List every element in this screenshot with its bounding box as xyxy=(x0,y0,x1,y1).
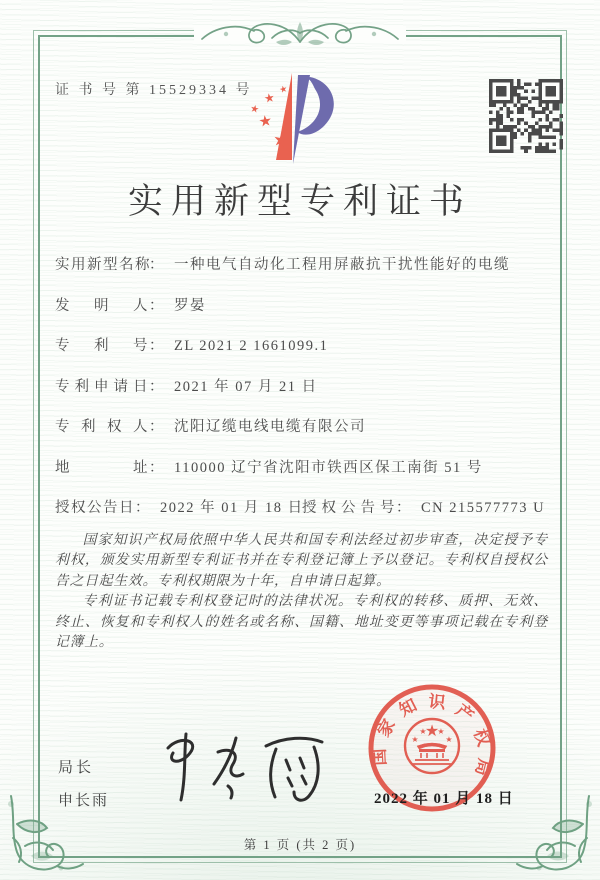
field-value: 110000 辽宁省沈阳市铁西区保工南街 51 号 xyxy=(174,459,483,476)
svg-text:★: ★ xyxy=(248,103,261,116)
legal-paragraph-2: 专利证书记载专利权登记时的法律状况。专利权的转移、质押、无效、终止、恢复和专利权人的姓名或名称、国籍、地址变更等事项记载在专利登记簿上。 xyxy=(55,593,548,650)
top-flourish-ornament xyxy=(188,12,412,58)
field-label: 专利申请日 xyxy=(55,378,149,395)
field-value: CN 215577773 U xyxy=(421,500,546,516)
field-value: 2022 年 01 月 18 日 xyxy=(160,500,304,516)
certificate-title: 实用新型专利证书 xyxy=(127,182,472,221)
certificate-fields xyxy=(55,253,560,537)
signer-title: 局长 xyxy=(58,760,95,776)
svg-text:★: ★ xyxy=(419,727,427,736)
field-value: 沈阳辽缆电线电缆有限公司 xyxy=(174,419,366,435)
field-value: ZL 2021 2 1661099.1 xyxy=(174,338,329,354)
signer-name: 申长雨 xyxy=(58,793,110,809)
svg-text:★: ★ xyxy=(411,735,419,744)
field-label: 发明人 xyxy=(55,297,149,314)
field-patent-number: 专利号 ： ZL 2021 2 1661099.1 xyxy=(55,334,560,359)
svg-text:★: ★ xyxy=(257,111,274,131)
field-value: 罗晏 xyxy=(174,297,206,314)
cnipa-logo-icon xyxy=(226,68,338,172)
field-label: 授权公告号 xyxy=(302,500,396,516)
field-value: 一种电气自动化工程用屏蔽抗干扰性能好的电缆 xyxy=(174,257,510,273)
page-number: 第 1 页 (共 2 页) xyxy=(243,838,357,852)
legal-paragraph-1: 国家知识产权局依照中华人民共和国专利法经过初步审查，决定授予专利权，颁发实用新型专利证书并在专利登记簿上予以登记。专利权自授权公告之日起生效。专利权期限为十年，自申请日起算。 xyxy=(55,532,548,588)
field-inventor: 发明人 ： 罗晏 xyxy=(55,294,560,319)
grant-date: 授权公告日 ： 2022 年 01 月 18 日 xyxy=(55,496,302,517)
signer-block xyxy=(58,756,109,810)
field-value: 2021 年 07 月 21 日 xyxy=(174,378,318,395)
svg-text:★: ★ xyxy=(445,735,453,744)
field-grant-row xyxy=(55,496,560,521)
field-label: 实用新型名称 xyxy=(55,257,151,273)
svg-text:★: ★ xyxy=(271,128,291,153)
signature-handwriting xyxy=(148,722,348,818)
field-label: 授权公告日 xyxy=(55,500,135,516)
svg-text:★: ★ xyxy=(262,90,276,106)
field-utility-model-name: 实用新型名称 ： 一种电气自动化工程用屏蔽抗干扰性能好的电缆 xyxy=(55,253,560,278)
grant-number: 授权公告号 ： CN 215577773 U xyxy=(302,496,545,517)
field-label: 地址 xyxy=(55,459,149,476)
svg-text:★: ★ xyxy=(278,84,289,96)
seal-date: 2022 年 01 月 18 日 xyxy=(374,791,514,807)
svg-text:★: ★ xyxy=(437,727,445,736)
seal-ring-text: 国家知识产权局 xyxy=(369,691,495,778)
qr-code xyxy=(489,79,563,153)
field-label: 专利号 xyxy=(55,338,149,354)
field-filing-date: 专利申请日 ： 2021 年 07 月 21 日 xyxy=(55,375,560,400)
legal-text xyxy=(55,530,548,652)
field-address: 地址 ： 110000 辽宁省沈阳市铁西区保工南街 51 号 xyxy=(55,456,560,481)
certificate-number: 证 书 号 第 15529334 号 xyxy=(55,83,253,98)
svg-text:★: ★ xyxy=(424,721,440,740)
field-patentee: 专利权人 ： 沈阳辽缆电线电缆有限公司 xyxy=(55,415,560,440)
field-label: 专利权人 xyxy=(55,419,149,435)
